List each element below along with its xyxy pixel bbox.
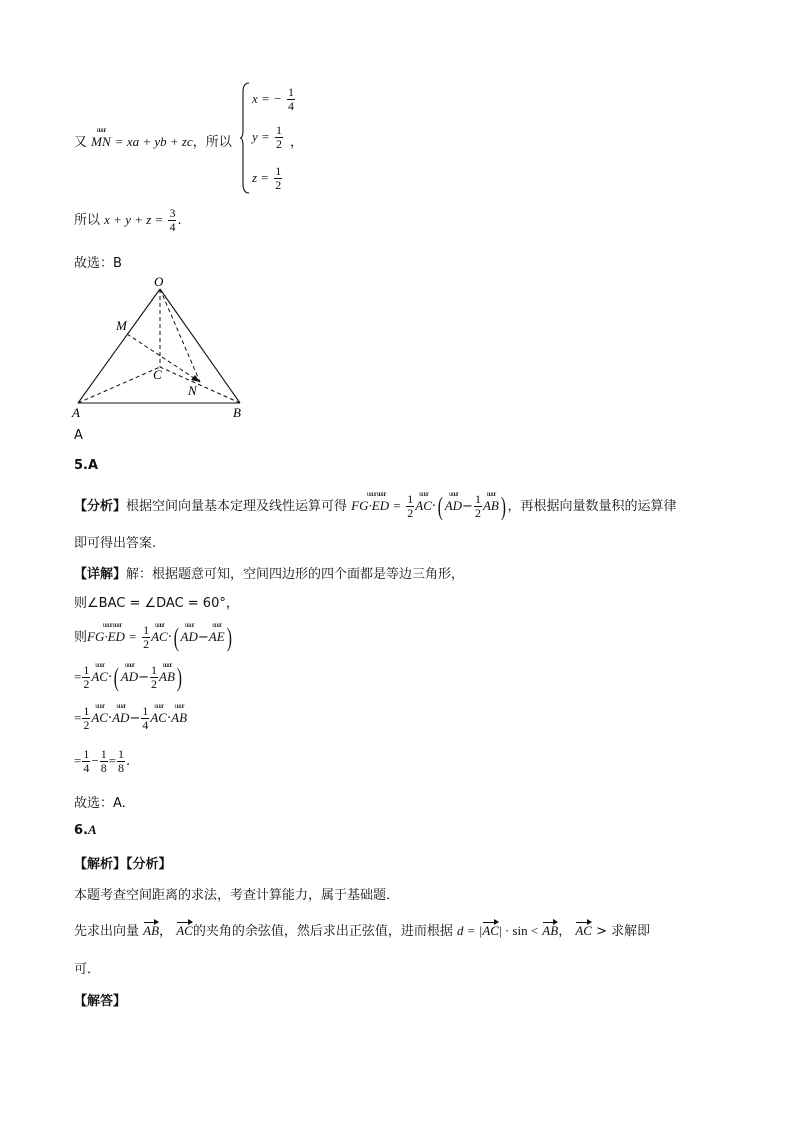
q6-method-line: 先求出向量 AB， AC的夹角的余弦值，然后求出正弦值，进而根据 d = |AC| · sin < AB， AC > 求解即 <box>74 923 651 939</box>
label-m: M <box>116 318 127 333</box>
vector-ab: AB <box>143 923 160 938</box>
q5-analysis-line2: 即可得出答案. <box>74 536 157 551</box>
q6-tags: 【解析】【分析】 <box>74 857 172 872</box>
edge-oa <box>78 289 160 403</box>
sum-result-line: 所以 x + y + z = $\frac{3}{4}$ . <box>74 206 182 234</box>
q5-step1: 则 uuur uuur FG·ED = $\frac{1}{2}$ uuur AC·( uuur AD− uuur AE) <box>74 621 232 652</box>
system-x-row: x = − $\frac{1}{4}$ <box>252 85 294 113</box>
vector-equation-line <box>74 126 232 150</box>
label-n: N <box>188 383 197 398</box>
system-brace <box>240 82 250 194</box>
system-y-row: y = $\frac{1}{2}$ <box>252 123 282 151</box>
vector-mn: uuur MN <box>91 126 111 149</box>
label-a: A <box>72 405 80 420</box>
q6-method-line2: 可． <box>74 962 101 977</box>
label-o: O <box>154 274 164 289</box>
edge-on <box>160 289 200 382</box>
line1-connector: ，所以 <box>192 135 232 150</box>
figure-answer-letter: A <box>74 428 83 443</box>
q5-analysis-line: 【分析】根据空间向量基本定理及线性运算可得 uuur uuur FG·ED = $\frac{1}{2}$ uuur AC·( uuur AD− $\frac{1}{2}$ uuur AB) ，再根据向量数量积的运算律 <box>74 490 677 521</box>
system-trailing-comma: ， <box>290 135 304 150</box>
line1-prefix: 又 <box>74 135 88 150</box>
vector-mn-line <box>127 334 200 382</box>
q5-step4: = $\frac{1}{4}$ − $\frac{1}{8}$ = $\frac{1}{8}$ . <box>74 747 131 775</box>
choose-answer-b: 故选：B <box>74 256 122 271</box>
q5-detail-line: 【详解】解：根据题意可知，空间四边形的四个面都是等边三角形， <box>74 567 465 582</box>
q5-angle-line: 则∠BAC = ∠DAC = 60°， <box>74 596 239 611</box>
label-b: B <box>233 405 241 420</box>
q5-choose: 故选：A. <box>74 796 126 811</box>
q5-step3: = $\frac{1}{2}$ uuur AC· uuur AD− $\frac{1}{4}$ uuur AC· uuur AB <box>74 702 188 732</box>
q5-step2: = $\frac{1}{2}$ uuur AC·( uuur AD− $\frac{1}{2}$ uuur AB) <box>74 661 182 692</box>
edge-ob <box>160 289 240 403</box>
vector-ac: AC <box>176 923 193 938</box>
label-c: C <box>153 367 162 382</box>
tetrahedron-figure <box>70 272 250 422</box>
q5-number: 5.A <box>74 458 99 473</box>
q6-number: 6.A <box>74 822 97 838</box>
vector-decomposition: = xa + yb + zc <box>114 134 193 149</box>
system-z-row: z = $\frac{1}{2}$ <box>252 164 282 192</box>
q6-intro: 本题考查空间距离的求法，考查计算能力，属于基础题． <box>74 888 400 903</box>
q6-answer-tag: 【解答】 <box>74 994 127 1009</box>
arrow-head <box>191 375 200 382</box>
